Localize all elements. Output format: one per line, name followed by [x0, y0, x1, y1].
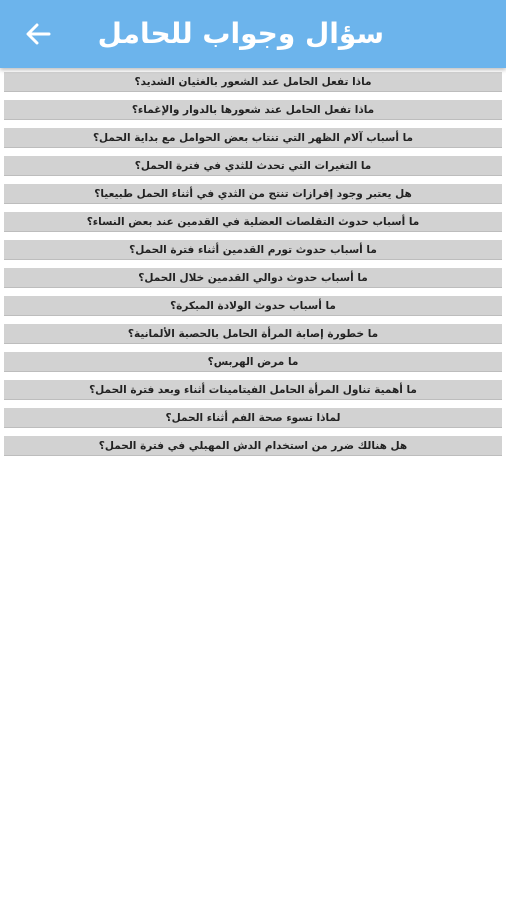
question-text: هل هنالك ضرر من استخدام الدش المهبلي في فترة الحمل؟: [98, 439, 408, 452]
question-item[interactable]: [4, 156, 502, 176]
app-bar: [0, 0, 506, 68]
question-text: ما أسباب حدوث تورم القدمين أثناء فترة الحمل؟: [129, 243, 377, 256]
question-item[interactable]: [4, 72, 502, 92]
question-item[interactable]: [4, 184, 502, 204]
question-text: ما أهمية تناول المرأة الحامل الفيتامينات أثناء وبعد فترة الحمل؟: [89, 383, 417, 396]
question-text: هل يعتبر وجود إفرازات تنتج من الثدي في أثناء الحمل طبيعيا؟: [94, 187, 412, 200]
question-item[interactable]: [4, 324, 502, 344]
question-item[interactable]: [4, 212, 502, 232]
question-text: ماذا تفعل الحامل عند شعورها بالدوار والإغماء؟: [131, 103, 375, 116]
question-item[interactable]: [4, 408, 502, 428]
back-button[interactable]: [18, 14, 58, 54]
question-item[interactable]: [4, 352, 502, 372]
question-item[interactable]: [4, 240, 502, 260]
question-text: ما أسباب حدوث دوالي القدمين خلال الحمل؟: [138, 271, 368, 284]
question-text: ما التغيرات التي تحدث للثدي في فترة الحمل؟: [134, 159, 372, 172]
question-item[interactable]: [4, 436, 502, 456]
question-text: ما أسباب حدوث الولادة المبكرة؟: [170, 299, 336, 312]
question-text: ماذا تفعل الحامل عند الشعور بالغثيان الشديد؟: [134, 75, 372, 88]
question-text: لماذا تسوء صحة الفم أثناء الحمل؟: [165, 411, 341, 424]
question-item[interactable]: [4, 268, 502, 288]
arrow-back-icon: [25, 23, 51, 45]
page-title: سؤال وجواب للحامل: [97, 17, 384, 50]
question-item[interactable]: [4, 100, 502, 120]
question-text: ما أسباب حدوث التقلصات العضلية في القدمين عند بعض النساء؟: [86, 215, 420, 228]
question-item[interactable]: [4, 128, 502, 148]
question-text: ما مرض الهربس؟: [207, 355, 299, 368]
question-text: ما أسباب آلام الظهر التي تنتاب بعض الحوامل مع بداية الحمل؟: [92, 131, 414, 144]
question-text: ما خطورة إصابة المرأة الحامل بالحصبة الألمانية؟: [127, 327, 379, 340]
question-item[interactable]: [4, 380, 502, 400]
question-item[interactable]: [4, 296, 502, 316]
